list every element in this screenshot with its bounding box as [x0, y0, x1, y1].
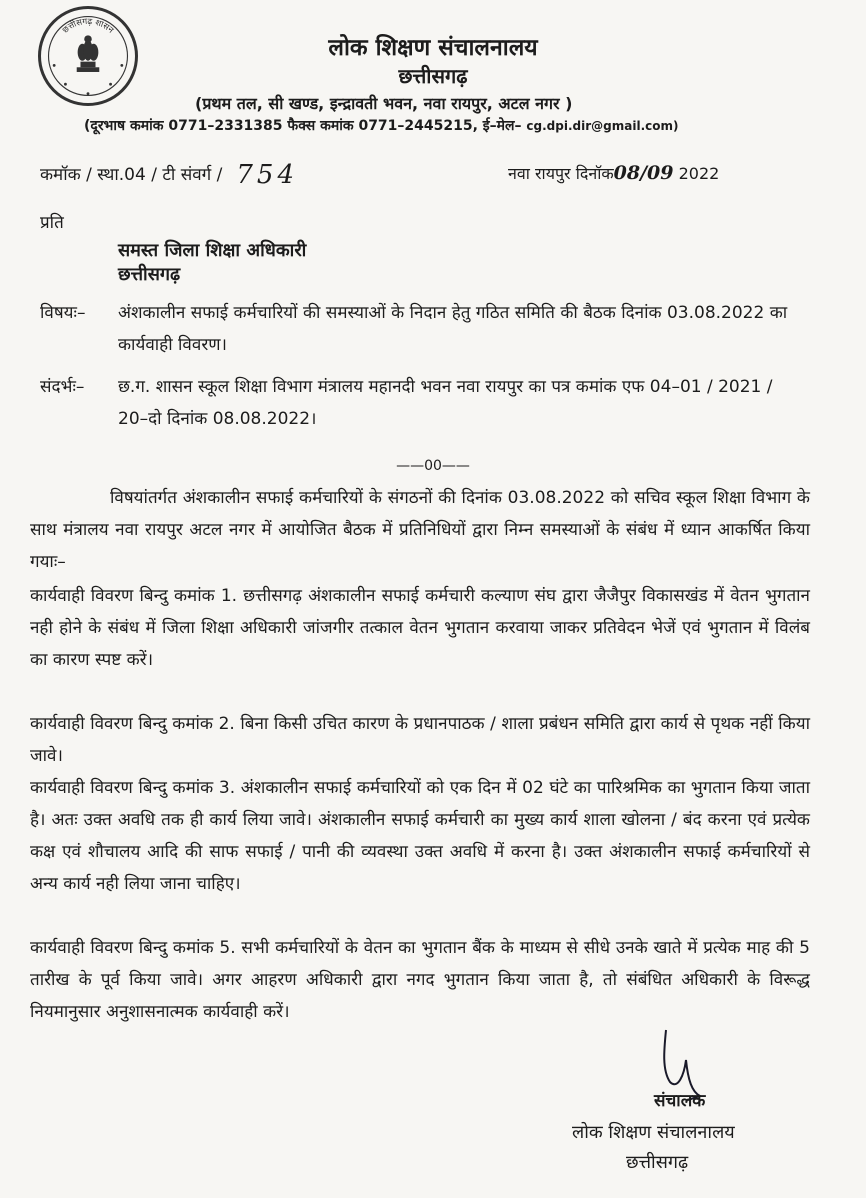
signatory-designation: संचालक: [654, 1091, 706, 1111]
letter-date-year: 2022: [678, 164, 720, 183]
action-point-5: कार्यवाही विवरण बिन्दु कमांक 5. सभी कर्मचारियों के वेतन का भुगतान बैंक के माध्यम से सीधे उनके खाते में प्रत्येक माह की 5 तारीख के पूर्व किया जावे। अगर आहरण अधिकारी द्वारा नगद भुगतान किया जाता है, तो संबंधित अधिकारी के विरूद्ध नियमानुसार अनुशासनात्मक कार्यवाही करें।: [30, 938, 810, 1022]
letter-date: [508, 162, 719, 184]
letter-date-label: नवा रायपुर दिनॉक: [508, 164, 614, 183]
letter-number: [40, 160, 298, 190]
subject-text: अंशकालीन सफाई कर्मचारियों की समस्याओं के निदान हेतु गठित समिति की बैठक दिनांक 03.08.2022 का कार्यवाही विवरण।: [118, 303, 788, 355]
reference-text: छ.ग. शासन स्कूल शिक्षा विभाग मंत्रालय महानदी भवन नवा रायपुर का पत्र कमांक एफ 04–01 / 2021 / 20–दो दिनांक 08.08.2022।: [118, 377, 773, 429]
office-title: लोक शिक्षण संचालनालय: [328, 35, 538, 61]
contact-numbers: (दूरभाष कमांक 0771–2331385 फैक्स कमांक 0771–2445215, ई–मेल–: [84, 118, 522, 134]
svg-text:छत्तीसगढ़ शासन: छत्तीसगढ़ शासन: [60, 15, 116, 35]
reference-label: संदर्भः–: [40, 377, 85, 397]
action-point-1: कार्यवाही विवरण बिन्दु कमांक 1. छत्तीसगढ़ अंशकालीन सफाई कर्मचारी कल्याण संघ द्वारा जैजैपुर विकासखंड में वेतन भुगतान नही होने के संबंध में जिला शिक्षा अधिकारी जांजगीर तत्काल वेतन भुगतान करवाया जाकर प्रतिवेदन भेजें एवं भुगतान में विलंब का कारण स्पष्ट करें।: [30, 586, 810, 670]
office-address: (प्रथम तल, सी खण्ड, इन्द्रावती भवन, नवा रायपुर, अटल नगर ): [195, 94, 573, 113]
addressee-line-2: छत्तीसगढ़: [118, 264, 181, 285]
contact-email: cg.dpi.dir@gmail.com): [526, 119, 679, 133]
action-point-2: कार्यवाही विवरण बिन्दु कमांक 2. बिना किसी उचित कारण के प्रधानपाठक / शाला प्रबंधन समिति द्वारा कार्य से पृथक नहीं किया जावे।: [30, 714, 810, 766]
signatory-state: छत्तीसगढ़: [626, 1152, 689, 1173]
intro-paragraph: विषयांतर्गत अंशकालीन सफाई कर्मचारियों के संगठनों की दिनांक 03.08.2022 को सचिव स्कूल शिक्षा विभाग के साथ मंत्रालय नवा रायपुर अटल नगर में आयोजित बैठक में प्रतिनिधियों द्वारा निम्न समस्याओं के संबंध में ध्यान आकर्षित किया गयाः–: [30, 488, 810, 572]
signatory-office: लोक शिक्षण संचालनालय: [572, 1122, 735, 1143]
addressee-line-1: समस्त जिला शिक्षा अधिकारी: [118, 240, 307, 261]
letter-number-label: कमॉक / स्था.04 / टी संवर्ग /: [40, 165, 223, 185]
separator: ——00——: [396, 458, 470, 474]
action-point-3: कार्यवाही विवरण बिन्दु कमांक 3. अंशकालीन सफाई कर्मचारियों को एक दिन में 02 घंटे का पारिश्रमिक का भुगतान किया जाता है। अतः उक्त अवधि तक ही कार्य लिया जावे। अंशकालीन सफाई कर्मचारी का मुख्य कार्य शाला खोलना / बंद करना एवं प्रत्येक कक्ष एवं शौचालय आदि की साफ सफाई / पानी की व्यवस्था उक्त अवधि में करना है। उक्त अंशकालीन सफाई कर्मचारियों से अन्य कार्य नही लिया जाना चाहिए।: [30, 778, 810, 894]
addressee-label: प्रति: [40, 213, 64, 233]
letter-number-value: 754: [236, 160, 298, 190]
office-state: छत्तीसगढ़: [398, 64, 468, 88]
subject-label: विषयः–: [40, 303, 86, 323]
office-contact: [84, 116, 678, 135]
letter-date-value: 08/09: [613, 162, 674, 184]
